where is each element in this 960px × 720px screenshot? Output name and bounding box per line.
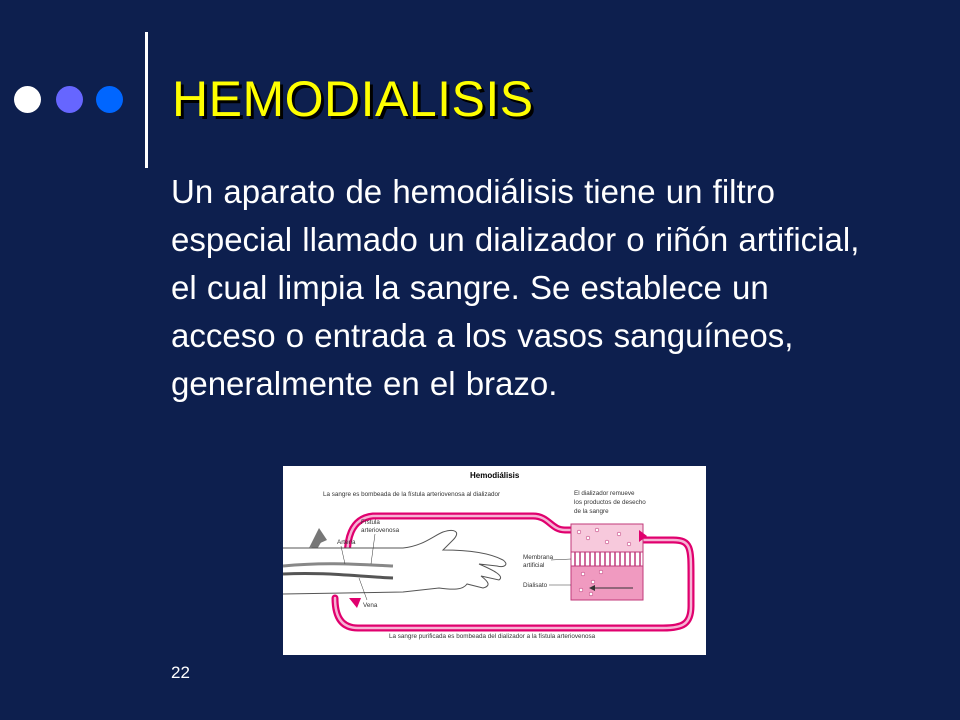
dialysate-label: Dialisato [523, 582, 548, 589]
diagram-top-caption: La sangre es bombeada de la fístula arteriovenosa al dializador [323, 491, 501, 498]
membrane-label-1: Membrana [523, 554, 554, 561]
decorative-dots [14, 86, 124, 114]
fistula-label-2: arteriovenosa [361, 527, 400, 534]
dialyzer-note-3: de la sangre [574, 508, 609, 515]
membrane-label-2: artificial [523, 562, 545, 569]
dialyzer-note-2: los productos de desecho [574, 499, 646, 506]
artery-label: Arteria [337, 539, 356, 546]
slide-number: 22 [171, 663, 190, 682]
hemodialysis-diagram [283, 466, 706, 655]
dot-blue [96, 86, 123, 113]
slide-body-text: Un aparato de hemodiálisis tiene un filtro especial llamado un dializador o riñón artificial, el cual limpia la sangre. Se establece un acceso o entrada a los vasos sanguíneos, generalmente en el brazo. [171, 173, 860, 402]
fistula-label-1: Fístula [361, 519, 380, 526]
dot-lavender [56, 86, 83, 113]
dot-white [14, 86, 41, 113]
slide-title: HEMODIALISIS [172, 71, 534, 127]
vein-label: Vena [363, 602, 378, 609]
diagram-bottom-caption: La sangre purificada es bombeada del dializador a la fístula arteriovenosa [389, 633, 596, 640]
diagram-title: Hemodiálisis [470, 471, 520, 480]
dialyzer-note-1: El dializador remueve [574, 490, 635, 497]
title-divider [145, 32, 148, 168]
return-arrow-icon [349, 598, 361, 608]
dialyzer [571, 524, 647, 600]
